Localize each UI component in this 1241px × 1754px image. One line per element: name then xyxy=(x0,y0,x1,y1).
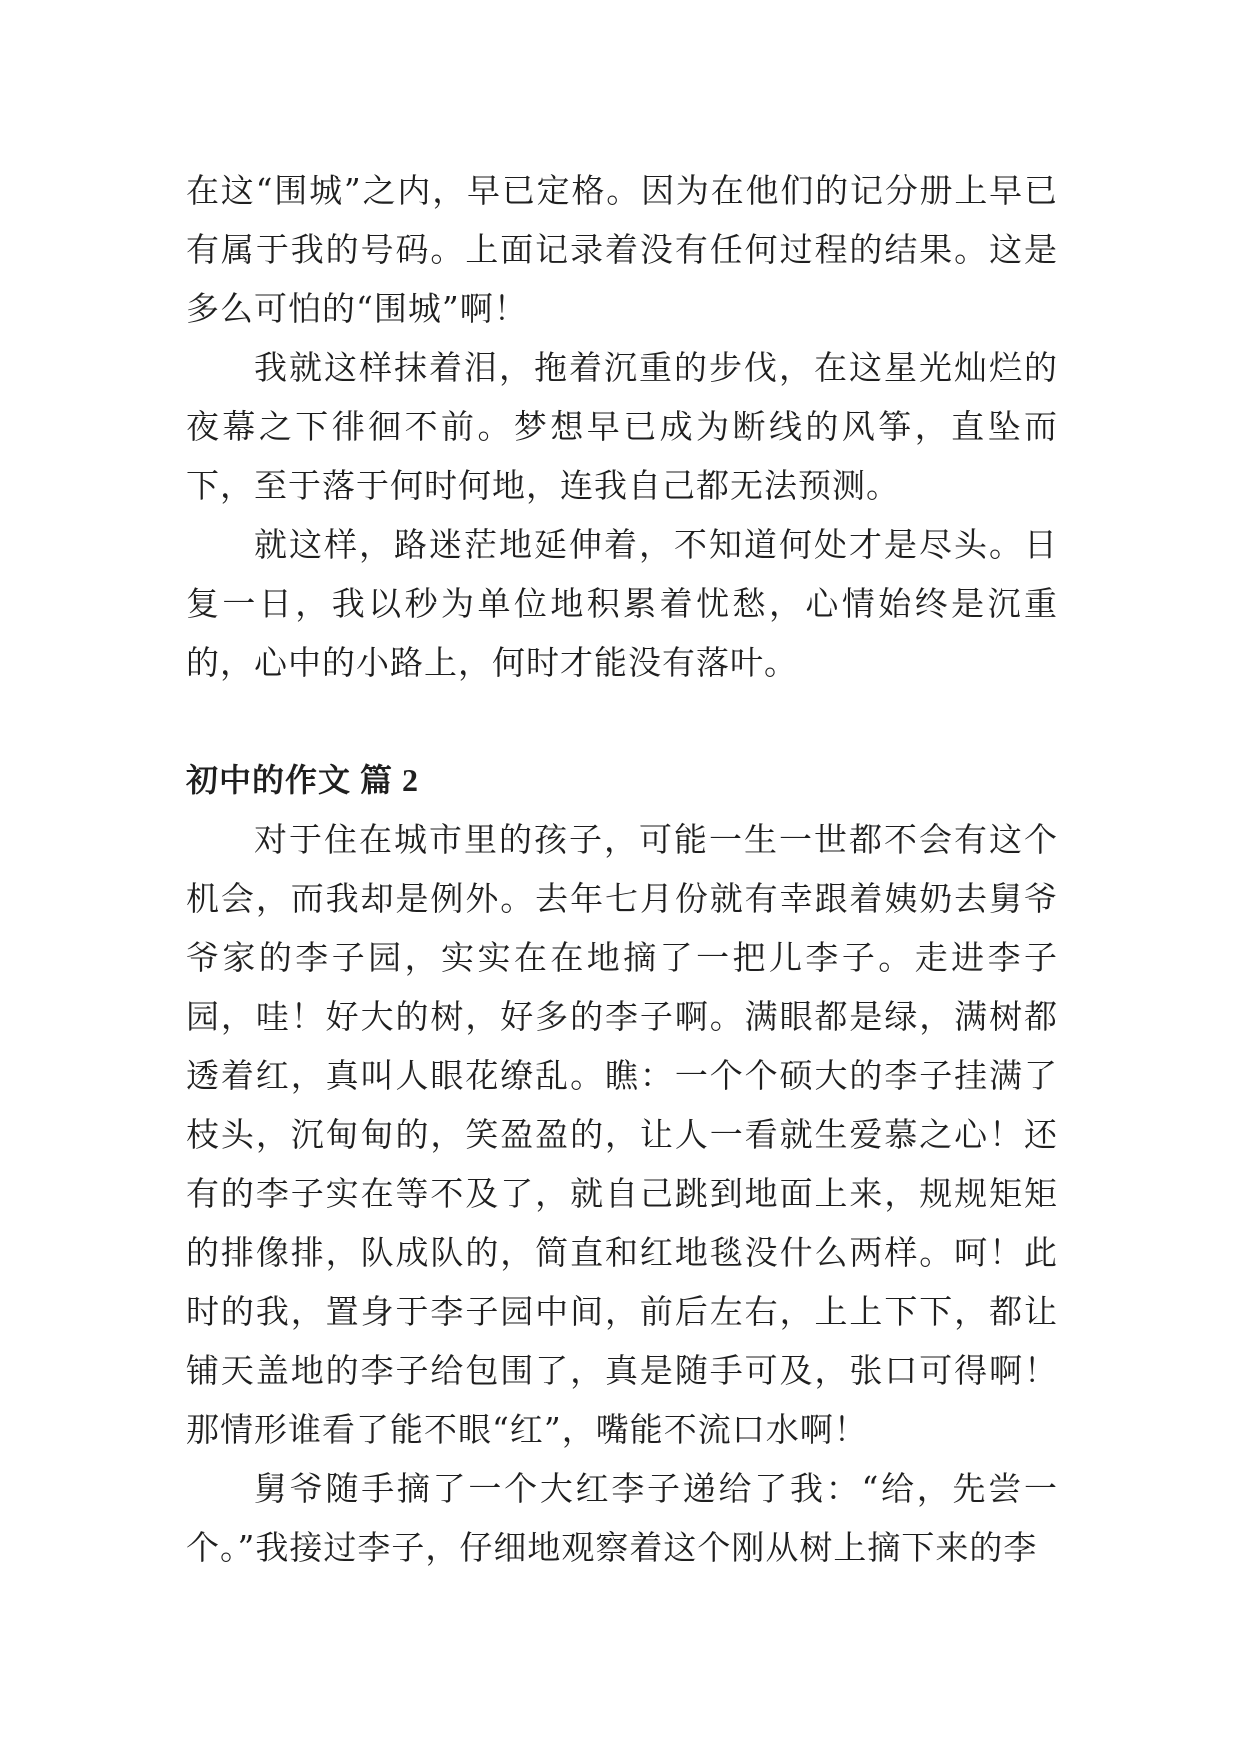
paragraph-4: 对于住在城市里的孩子，可能一生一世都不会有这个机会，而我却是例外。去年七月份就有幸跟着姨奶去舅爷爷家的李子园，实实在在地摘了一把儿李子。走进李子园，哇！好大的树，好多的李子啊。满眼都是绿，满树都透着红，真叫人眼花缭乱。瞧：一个个硕大的李子挂满了枝头，沉甸甸的，笑盈盈的，让人一看就生爱慕之心！还有的李子实在等不及了，就自己跳到地面上来，规规矩矩的排像排，队成队的，简直和红地毯没什么两样。呵！此时的我，置身于李子园中间，前后左右，上上下下，都让铺天盖地的李子给包围了，真是随手可及，张口可得啊！那情形谁看了能不眼“红”，嘴能不流口水啊！ xyxy=(186,820,1058,1449)
section-heading: 初中的作文 篇 2 xyxy=(186,762,420,798)
paragraph-3: 就这样，路迷茫地延伸着，不知道何处才是尽头。日复一日，我以秒为单位地积累着忧愁，心情始终是沉重的，心中的小路上，何时才能没有落叶。 xyxy=(186,525,1058,682)
paragraph-5: 舅爷随手摘了一个大红李子递给了我：“给，先尝一个。”我接过李子，仔细地观察着这个刚从树上摘下来的李 xyxy=(186,1469,1058,1567)
document-body xyxy=(186,161,1058,1577)
paragraph-2: 我就这样抹着泪，拖着沉重的步伐，在这星光灿烂的夜幕之下徘徊不前。梦想早已成为断线的风筝，直坠而下，至于落于何时何地，连我自己都无法预测。 xyxy=(186,348,1058,505)
section-gap xyxy=(186,692,1058,751)
paragraph-1: 在这“围城”之内，早已定格。因为在他们的记分册上早已有属于我的号码。上面记录着没有任何过程的结果。这是多么可怕的“围城”啊！ xyxy=(186,171,1058,328)
